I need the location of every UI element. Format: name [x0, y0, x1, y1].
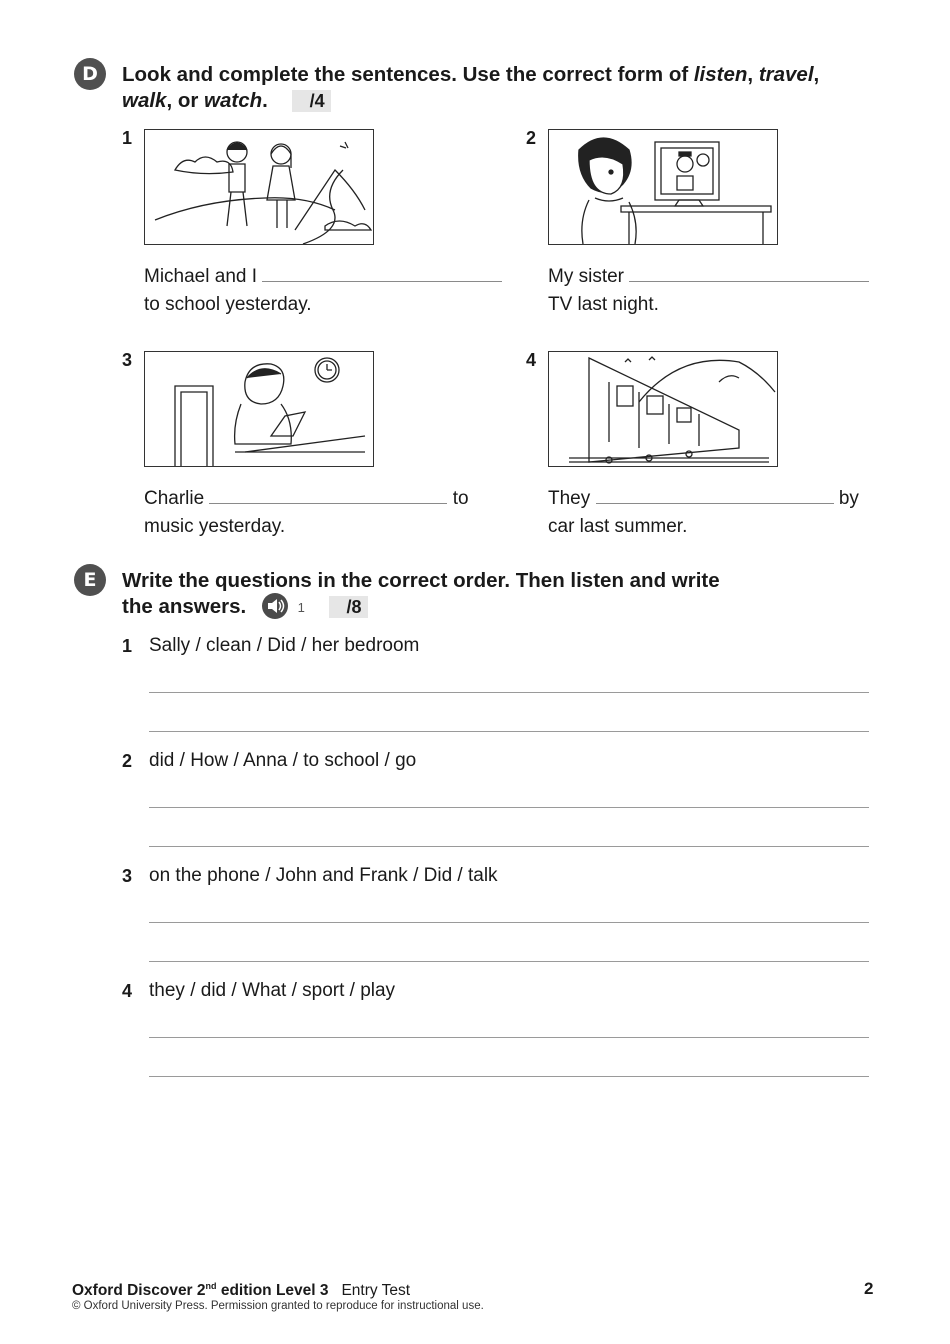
answer-blank[interactable]	[209, 485, 447, 504]
answer-blank[interactable]	[262, 263, 502, 282]
section-e-instruction: Write the questions in the correct order. Then listen and write the answers. 1 /8	[122, 569, 720, 618]
question-prompt: they / did / What / sport / play	[149, 980, 396, 1001]
answer-line[interactable]	[149, 692, 869, 693]
question-number: 1	[122, 636, 133, 656]
answer-line[interactable]	[149, 1037, 869, 1038]
question-prompt: did / How / Anna / to school / go	[149, 750, 417, 771]
picture-boy-reading	[144, 351, 374, 467]
answer-line[interactable]	[149, 807, 869, 808]
picture-girl-watching-tv	[548, 129, 778, 245]
picture-kids-walking	[144, 129, 374, 245]
track-number: 1	[297, 599, 305, 615]
copyright-notice: © Oxford University Press. Permission granted to reproduce for instructional use.	[72, 1300, 484, 1312]
sentence-2: My sister TV last night.	[548, 263, 869, 319]
item-number: 2	[526, 128, 537, 148]
page-number: 2	[864, 1279, 874, 1298]
answer-blank[interactable]	[596, 485, 834, 504]
answer-line[interactable]	[149, 731, 869, 732]
item-number: 3	[122, 350, 133, 370]
item-number: 4	[526, 350, 537, 370]
section-e-badge	[74, 564, 106, 596]
item-number: 1	[122, 128, 133, 148]
answer-line[interactable]	[149, 1076, 869, 1077]
section-letter: E	[83, 569, 97, 591]
sentence-3: Charlie to music yesterday.	[144, 485, 484, 541]
question-number: 2	[122, 751, 133, 771]
answer-line[interactable]	[149, 846, 869, 847]
sentence-1: Michael and I to school yesterday.	[144, 263, 502, 319]
question-number: 3	[122, 866, 133, 886]
section-d-badge	[74, 58, 106, 90]
section-letter: D	[82, 63, 98, 85]
audio-speaker-icon[interactable]	[262, 593, 288, 619]
picture-train	[548, 351, 778, 467]
score-box: /8	[329, 596, 368, 618]
question-prompt: on the phone / John and Frank / Did / talk	[149, 865, 498, 886]
question-number: 4	[122, 981, 133, 1001]
question-prompt: Sally / clean / Did / her bedroom	[149, 635, 420, 656]
section-d-instruction: Look and complete the sentences. Use the correct form of listen, travel, walk, or watch. /4	[122, 63, 820, 112]
footer-title: Oxford Discover 2nd edition Level 3 Entry Test	[72, 1281, 411, 1300]
sentence-4: They by car last summer.	[548, 485, 868, 541]
answer-line[interactable]	[149, 922, 869, 923]
answer-line[interactable]	[149, 961, 869, 962]
answer-blank[interactable]	[629, 263, 869, 282]
score-box: /4	[292, 90, 331, 112]
